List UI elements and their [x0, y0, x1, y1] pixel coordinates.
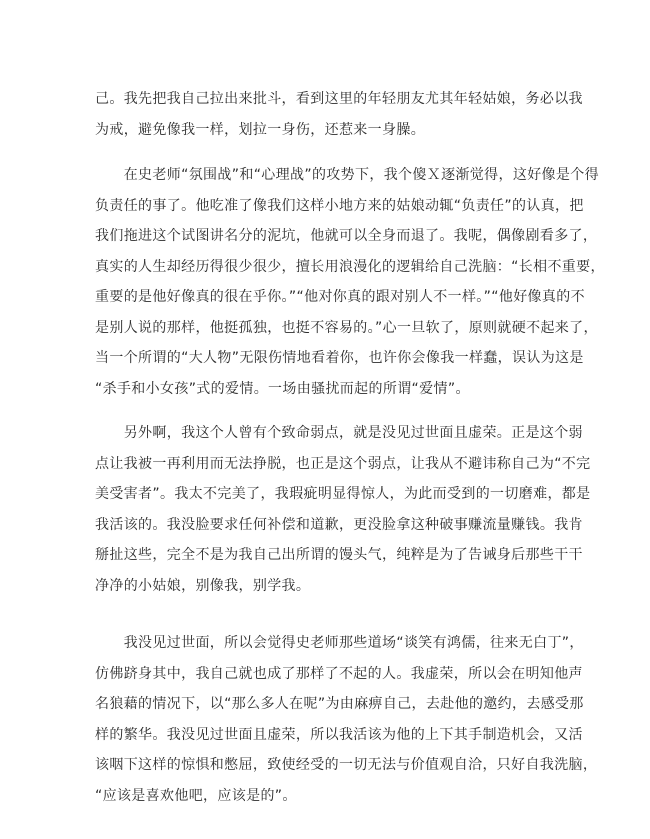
text-line: 我活该的。我没脸要求任何补偿和道歉，更没脸拿这种破事赚流量赚钱。我肯 [95, 516, 583, 533]
paragraph-4 [95, 628, 598, 811]
text-line: 样的繁华。我没见过世面且虚荣，所以我活该为他的上下其手制造机会，又活 [95, 726, 583, 743]
text-line: 该咽下这样的惊惧和憋屈，致使经受的一切无法与价值观自洽，只好自我洗脑， [95, 757, 598, 773]
text-line: 己。我先把我自己拉出来批斗，看到这里的年轻朋友尤其年轻姑娘，务必以我 [95, 91, 583, 107]
paragraph-3 [95, 418, 591, 601]
text-line: 为戒，避免像我一样，划拉一身伤，还惹来一身臊。 [95, 121, 426, 138]
text-line: “应该是喜欢他吧，应该是的”。 [95, 787, 297, 804]
paragraph-2 [95, 160, 605, 404]
text-line: 净净的小姑娘，别像我，别学我。 [95, 577, 311, 594]
text-line: 仿佛跻身其中，我自己就也成了那样了不起的人。我虚荣，所以会在明知他声 [95, 665, 583, 682]
text-line: 在史老师“氛围战”和“心理战”的攻势下，我个傻Ｘ逐渐觉得，这好像是个得 [95, 167, 599, 183]
text-line: 美受害者”。我太不完美了，我瑕疵明显得惊人，为此而受到的一切磨难，都是 [95, 486, 591, 502]
text-line: 重要的是他好像真的很在乎你。”“他对你真的跟对别人不一样。”“他好像真的不 [95, 289, 585, 305]
text-line: 负责任的事了。他吃准了像我们这样小地方来的姑娘动辄“负责任”的认真，把 [95, 197, 584, 214]
text-line: 真实的人生却经历得很少很少，擅长用浪漫化的逻辑给自己洗脑：“长相不重要， [95, 258, 605, 275]
text-line: 名狼藉的情况下，以“那么多人在呢”为由麻痹自己，去赴他的邀约，去感受那 [95, 696, 584, 712]
text-line: “杀手和小女孩”式的爱情。一场由骚扰而起的所谓“爱情”。 [95, 380, 470, 397]
text-line: 掰扯这些，完全不是为我自己出所谓的馒头气，纯粹是为了告诫身后那些干干 [95, 547, 583, 563]
text-line: 点让我被一再利用而无法挣脱，也正是这个弱点，让我从不避讳称自己为“不完 [95, 455, 591, 472]
text-line: 是别人说的那样，他挺孤独，也挺不容易的。”心一旦软了，原则就硬不起来了， [95, 319, 598, 336]
paragraph-1 [95, 84, 583, 145]
text-line: 另外啊，我这个人曾有个致命弱点，就是没见过世面且虚荣。正是这个弱 [95, 425, 583, 441]
text-line: 我们拖进这个试图讲名分的泥坑，他就可以全身而退了。我呢，偶像剧看多了， [95, 228, 598, 244]
text-line: 当一个所谓的“大人物”无限伤情地看着你，也许你会像我一样蠢，误认为这是 [95, 350, 584, 366]
text-line: 我没见过世面，所以会觉得史老师那些道场“谈笑有鸿儒，往来无白丁”， [95, 635, 584, 651]
